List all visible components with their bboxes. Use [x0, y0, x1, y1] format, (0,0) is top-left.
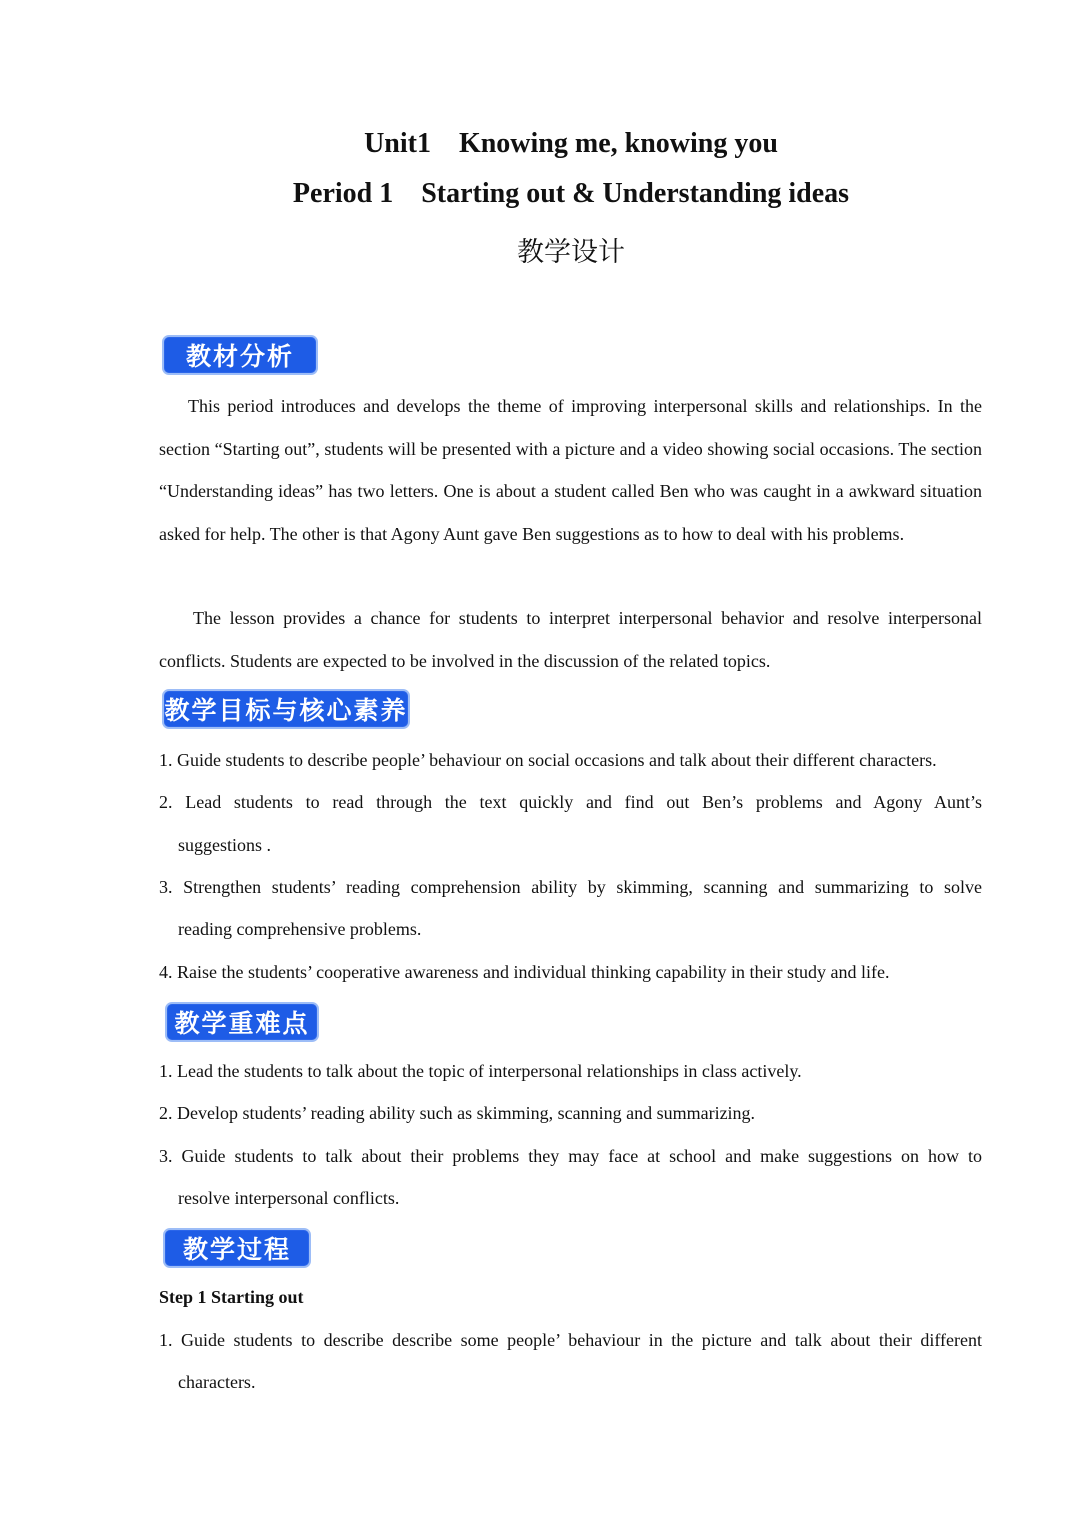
objective-item-2: 2. Lead students to read through the text quickly and find out Ben’s problems and Agony Aunt’s [159, 792, 982, 812]
step-1-title: Step 1 Starting out [159, 1287, 304, 1307]
objective-item-3-cont: reading comprehensive problems. [178, 919, 422, 939]
key-point-item-2: 2. Develop students’ reading ability such as skimming, scanning and summarizing. [159, 1103, 756, 1123]
objective-item-2-cont: suggestions . [178, 835, 272, 855]
design-title: 教学设计 [517, 237, 625, 267]
step-1-item-1-cont: characters. [178, 1372, 256, 1392]
objective-item-1: 1. Guide students to describe people’ behaviour on social occasions and talk about their different characters. [159, 750, 937, 770]
section-badge-key-points: 教学重难点 [165, 1002, 319, 1042]
analysis-paragraph-2: The lesson provides a chance for students to interpret interpersonal behavior and resolve interpersonal conflicts. Students are expected to be involved in the discussion of the related topics. [159, 608, 982, 671]
objective-item-4: 4. Raise the students’ cooperative awareness and individual thinking capability in their study and life. [159, 962, 890, 982]
step-1-item-1: 1. Guide students to describe describe some people’ behaviour in the picture and talk about their different [159, 1330, 982, 1350]
key-point-item-3-cont: resolve interpersonal conflicts. [178, 1188, 400, 1208]
section-badge-objectives: 教学目标与核心素养 [162, 689, 410, 729]
period-title: Period 1 Starting out & Understanding ideas [292, 178, 850, 209]
key-point-item-1: 1. Lead the students to talk about the topic of interpersonal relationships in class actively. [159, 1061, 802, 1081]
analysis-paragraph-1: This period introduces and develops the theme of improving interpersonal skills and relationships. In the section “Starting out”, students will be presented with a picture and a video showing social occasions. The section “Understanding ideas” has two letters. One is about a student called Ben who was caught in a awkward situation asked for help. The other is that Agony Aunt gave Ben suggestions as to how to deal with his problems. [159, 396, 982, 544]
objective-item-3: 3. Strengthen students’ reading comprehension ability by skimming, scanning and summarizing to solve [159, 877, 982, 897]
unit-title: Unit1 Knowing me, knowing you [364, 128, 778, 159]
section-badge-process: 教学过程 [163, 1228, 311, 1268]
key-point-item-3: 3. Guide students to talk about their problems they may face at school and make suggestions on how to [159, 1146, 982, 1166]
section-badge-analysis: 教材分析 [162, 335, 318, 375]
